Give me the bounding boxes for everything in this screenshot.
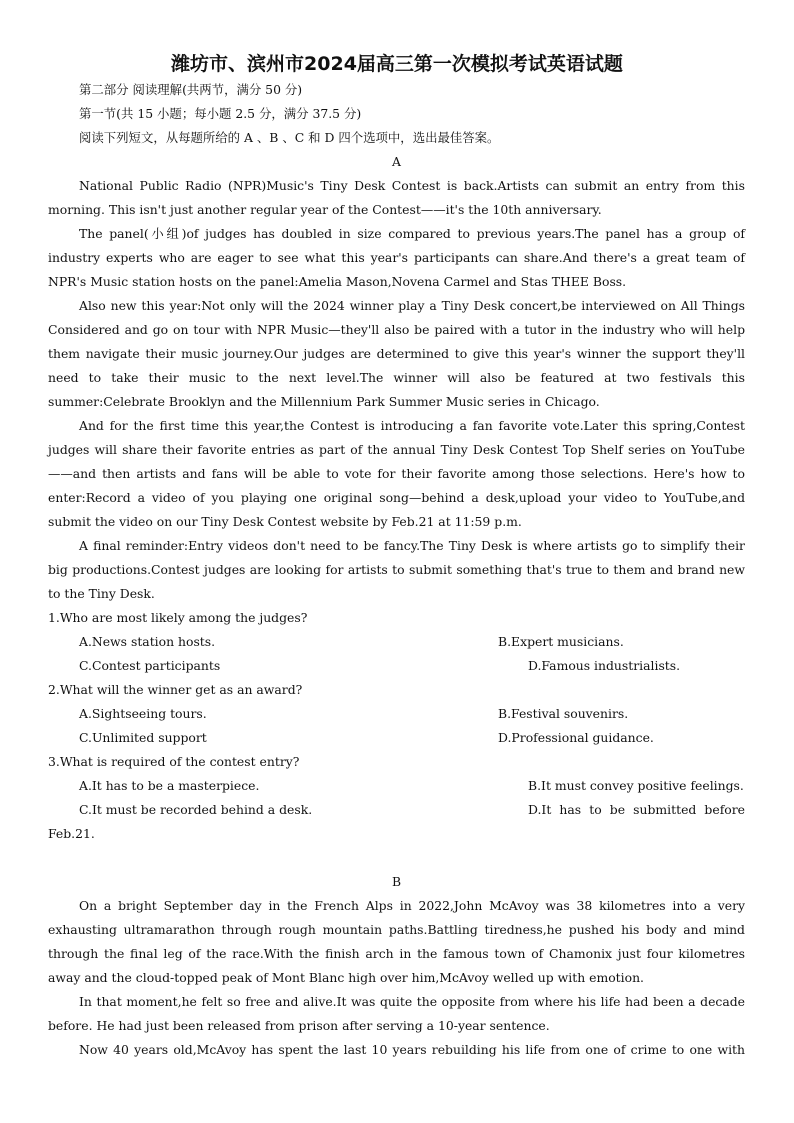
question-1-option-a: A.News station hosts. — [79, 634, 216, 649]
passage-b-label: B — [391, 874, 402, 889]
question-2-option-c: C.Unlimited support — [79, 730, 207, 745]
question-1-option-d: D.Famous industrialists. — [528, 658, 681, 673]
instruction-text: 阅读下列短文，从每题所给的 A 、B 、C 和 D 四个选项中，选出最佳答案。 — [79, 130, 500, 145]
question-1-options — [48, 630, 745, 654]
question-2-option-d: D.Professional guidance. — [498, 730, 654, 745]
question-2-stem: 2.What will the winner get as an award? — [48, 682, 303, 697]
question-3-stem: 3.What is required of the contest entry? — [48, 754, 300, 769]
question-1-option-b: B.Expert musicians. — [498, 634, 624, 649]
question-2-options-2 — [48, 726, 745, 750]
passage-a-paragraph-5: A final reminder:Entry videos don't need to be fancy.The Tiny Desk is where artists go to simplify their big productions.Contest judges are looking for artists to submit something that's true to them and brand new to the Tiny Desk. — [48, 538, 745, 601]
passage-b-paragraph-3: Now 40 years old,McAvoy has spent the last 10 years rebuilding his life from one of crime to one with — [79, 1042, 745, 1057]
passage-a-paragraph-3: Also new this year:Not only will the 2024 winner play a Tiny Desk concert,be interviewed on All Things Considered and go on tour with NPR Music—they'll also be paired with a tutor in the industry who will help them navigate their music journey.Our judges are determined to give this year's winner the support they'll need to take their music to the next level.The winner will also be featured at two festivals this summer:Celebrate Brooklyn and the Millennium Park Summer Music series in Chicago. — [48, 298, 745, 409]
passage-a-paragraph-1: National Public Radio (NPR)Music's Tiny Desk Contest is back.Artists can submit an entry from this morning. This isn't just another regular year of the Contest——it's the 10th anniversary. — [48, 178, 745, 217]
question-1-option-c: C.Contest participants — [79, 658, 221, 673]
question-3-option-a: A.It has to be a masterpiece. — [79, 778, 260, 793]
section-spacer — [48, 846, 745, 870]
question-1-stem: 1.Who are most likely among the judges? — [48, 610, 308, 625]
exam-title: 潍坊市、滨州市2024届高三第一次模拟考试英语试题 — [171, 53, 623, 75]
passage-a-paragraph-4: And for the first time this year,the Contest is introducing a fan favorite vote.Later this spring,Contest judges will share their favorite entries as part of the annual Tiny Desk Contest Top Shelf series on YouTube——and then artists and fans will be able to vote for their favorite among those selections. Here's how to enter:Record a video of you playing one original song—behind a desk,upload your video to YouTube,and submit the video on our Tiny Desk Contest website by Feb.21 at 11:59 p.m. — [48, 418, 745, 529]
question-2-option-a: A.Sightseeing tours. — [79, 706, 207, 721]
question-3-options-2 — [48, 798, 745, 822]
question-3-options — [48, 774, 745, 798]
section-heading: 第一节(共 15 小题；每小题 2.5 分，满分 37.5 分) — [79, 106, 362, 121]
question-3-option-d-continued: Feb.21. — [48, 826, 95, 841]
question-2-options — [48, 702, 745, 726]
question-2-option-b: B.Festival souvenirs. — [498, 706, 629, 721]
question-3-option-d: D.It has to be submitted before — [528, 802, 745, 817]
passage-a-paragraph-2: The panel(小组)of judges has doubled in size compared to previous years.The panel has a group of industry experts who are eager to see what this year's participants can share.And there's a great team of NPR's Music station hosts on the panel:Amelia Mason,Novena Carmel and Stas THEE Boss. — [48, 226, 745, 289]
question-3-option-c: C.It must be recorded behind a desk. — [79, 802, 313, 817]
part-heading: 第二部分 阅读理解(共两节，满分 50 分) — [79, 82, 303, 97]
passage-b-paragraph-1: On a bright September day in the French Alps in 2022,John McAvoy was 38 kilometres into a very exhausting ultramarathon through rough mountain paths.Battling tiredness,he pushed his body and mind through the final leg of the race.With the finish arch in the famous town of Chamonix just four kilometres away and the cloud-topped peak of Mont Blanc high over him,McAvoy welled up with emotion. — [48, 898, 745, 985]
document-body — [48, 78, 745, 1062]
passage-b-paragraph-2: In that moment,he felt so free and alive.It was quite the opposite from where his life had been a decade before. He had just been released from prison after serving a 10-year sentence. — [48, 994, 745, 1033]
question-3-option-b: B.It must convey positive feelings. — [528, 778, 744, 793]
question-1-options-2 — [48, 654, 745, 678]
passage-a-label: A — [392, 154, 401, 169]
